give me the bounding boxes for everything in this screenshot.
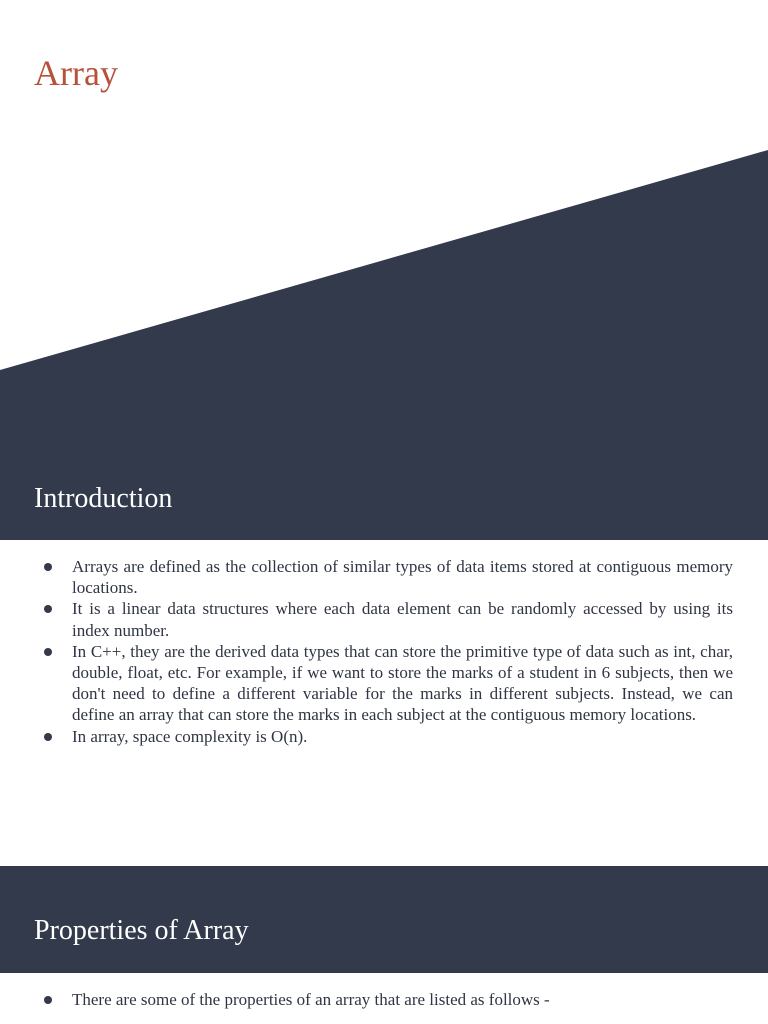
bullet-dot-icon (44, 648, 52, 656)
list-item-text: It is a linear data structures where each data element can be randomly accessed by using its index number. (72, 599, 733, 640)
bullet-dot-icon (44, 996, 52, 1004)
introduction-list (0, 556, 733, 747)
properties-list (0, 989, 733, 1010)
introduction-heading: Introduction (34, 483, 173, 514)
list-item (0, 598, 733, 640)
bullet-dot-icon (44, 733, 52, 741)
bullet-dot-icon (44, 605, 52, 613)
properties-heading: Properties of Array (34, 915, 249, 946)
list-item-text: In array, space complexity is O(n). (72, 726, 308, 746)
list-item-text: There are some of the properties of an array that are listed as follows - (72, 990, 550, 1009)
list-item-text: Arrays are defined as the collection of similar types of data items stored at contiguous memory locations. (72, 557, 733, 598)
list-item (0, 726, 733, 747)
bullet-dot-icon (44, 563, 52, 571)
list-item-text: In C++, they are the derived data types that can store the primitive type of data such as int, char, double, float, etc. For example, if we want to store the marks of a student in 6 subjects, then we don't need to define a different variable for the marks in different subjects. Instead, we can define an array that can store the marks in each subject at the contiguous memory locations. (72, 641, 733, 725)
list-item (0, 989, 733, 1010)
page-title: Array (34, 53, 118, 93)
list-item (0, 641, 733, 726)
list-item (0, 556, 733, 598)
